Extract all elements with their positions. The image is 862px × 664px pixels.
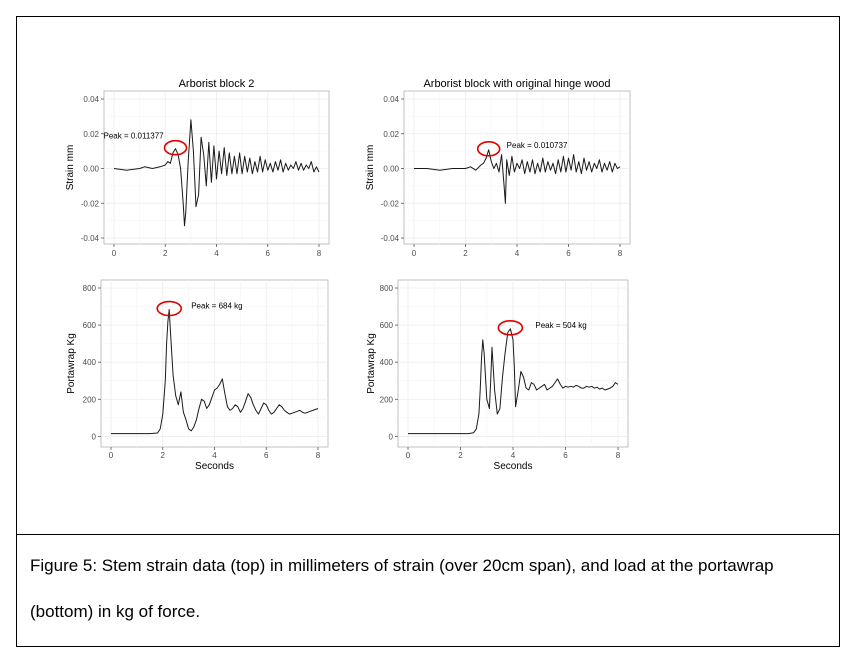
y-tick-label: 0.02 [83,129,99,139]
y-tick-label: 800 [82,284,96,293]
x-tick-label: 0 [108,451,114,460]
y-tick-label: 600 [82,321,96,331]
x-tick-label: 4 [214,249,219,258]
x-tick-label: 6 [265,249,270,258]
x-tick-label: 0 [411,249,417,258]
figure-caption-line-2: (bottom) in kg of force. [30,602,201,621]
y-tick-label: 0.00 [383,164,399,174]
chart-panel-4 [366,280,628,472]
y-tick-label: -0.04 [80,234,99,243]
y-tick-label: 800 [379,284,393,293]
chart-title: Arborist block 2 [178,78,255,90]
x-tick-label: 6 [566,249,571,258]
x-tick-label: 2 [160,451,165,460]
chart-panel-1 [65,78,329,258]
x-tick-label: 2 [163,249,168,258]
y-axis-label: Portawrap Kg [66,333,77,394]
x-axis-label: Seconds [195,461,234,472]
y-tick-label: 0 [91,432,96,442]
y-axis-label: Strain mm [365,144,376,191]
y-tick-label: 0.00 [83,164,99,174]
y-axis-label: Strain mm [65,144,76,191]
peak-annotation: Peak = 0.010737 [506,140,568,150]
x-tick-label: 8 [617,249,623,258]
y-tick-label: -0.04 [380,234,399,243]
x-tick-label: 8 [615,451,621,460]
x-tick-label: 8 [315,451,321,460]
y-tick-label: 0.04 [83,95,99,104]
x-tick-label: 6 [563,451,568,460]
x-tick-label: 8 [316,249,322,258]
y-tick-label: -0.02 [80,199,99,209]
y-tick-label: 0 [388,432,393,442]
x-tick-label: 0 [405,451,411,460]
x-tick-label: 4 [212,451,217,460]
x-tick-label: 2 [458,451,463,460]
y-tick-label: 200 [379,395,393,405]
x-tick-label: 2 [463,249,468,258]
chart-panel-3 [66,280,328,472]
y-tick-label: 600 [379,321,393,331]
chart-panel-2 [365,78,630,258]
y-tick-label: 400 [82,358,96,368]
y-tick-label: 0.04 [383,95,399,104]
x-tick-label: 4 [510,451,516,460]
x-tick-label: 4 [514,249,520,258]
y-tick-label: 0.02 [383,129,399,139]
figure-caption-line-1: Figure 5: Stem strain data (top) in millimeters of strain (over 20cm span), and load at the portawrap [30,556,774,575]
caption-divider [16,534,840,535]
x-axis-label: Seconds [493,461,533,472]
y-axis-label: Portawrap Kg [366,333,377,394]
chart-title: Arborist block with original hinge wood [423,78,611,90]
y-tick-label: -0.02 [380,199,399,209]
peak-annotation: Peak = 0.011377 [103,131,164,141]
peak-annotation: Peak = 504 kg [535,320,587,330]
y-tick-label: 400 [379,358,393,368]
peak-annotation: Peak = 684 kg [191,301,243,311]
x-tick-label: 0 [111,249,117,258]
y-tick-label: 200 [82,395,96,405]
x-tick-label: 6 [264,451,269,460]
